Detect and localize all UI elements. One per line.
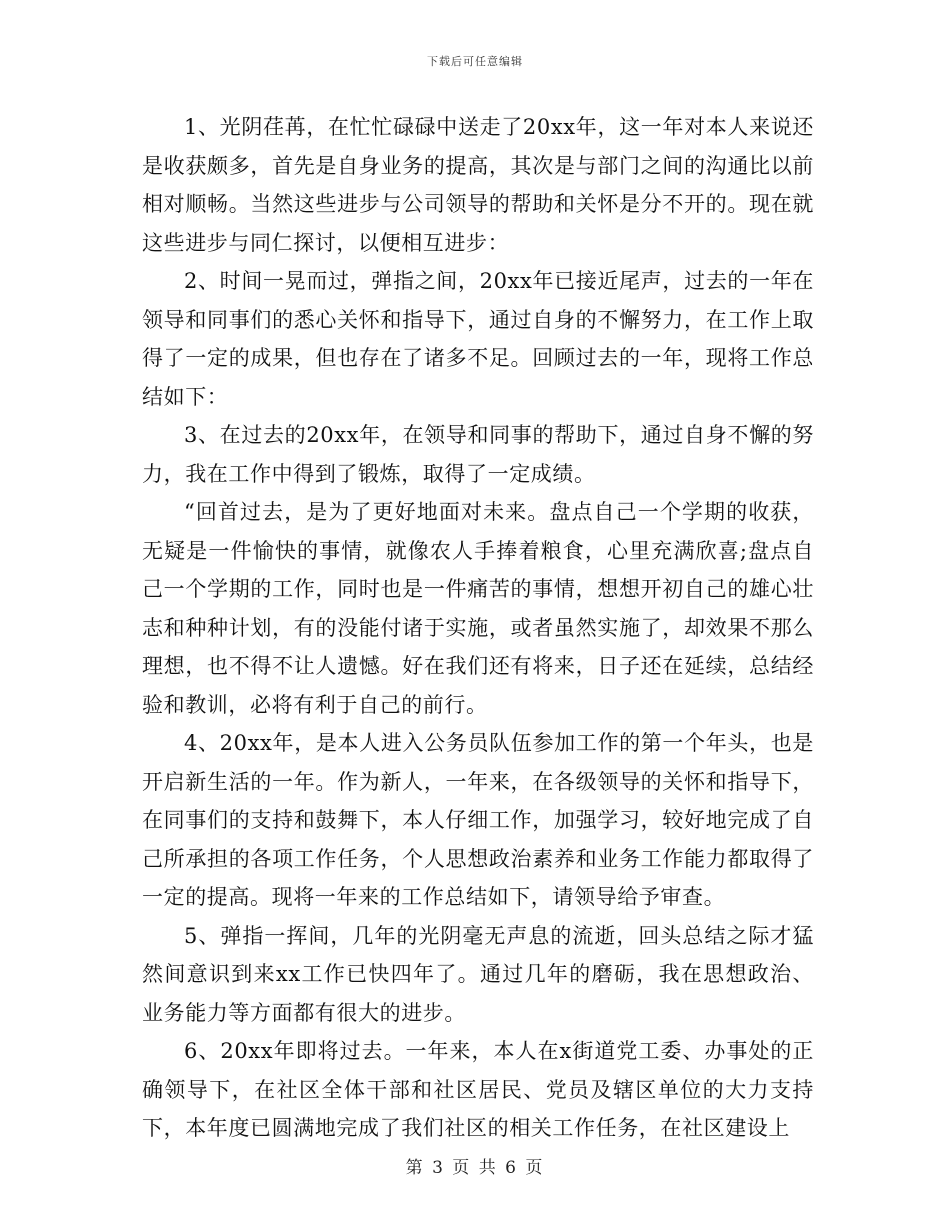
paragraph-quote: “回首过去，是为了更好地面对未来。盘点自己一个学期的收获，无疑是一件愉快的事情，就像农人手捧着粮食，心里充满欣喜;盘点自己一个学期的工作，同时也是一件痛苦的事情，想想开初自己的雄心壮志和种种计划，有的没能付诸于实施，或者虽然实施了，却效果不那么理想，也不得不让人遗憾。好在我们还有将来，日子还在延续，总结经验和教训，必将有利于自己的前行。 bbox=[142, 500, 814, 717]
page-header: 下载后可任意编辑 bbox=[427, 55, 523, 68]
paragraph-3: 3、在过去的20xx年，在领导和同事的帮助下，通过自身不懈的努力，我在工作中得到了锻炼，取得了一定成绩。 bbox=[142, 423, 814, 486]
paragraph-5: 5、弹指一挥间，几年的光阴毫无声息的流逝，回头总结之际才猛然间意识到来xx工作已快四年了。通过几年的磨砺，我在思想政治、业务能力等方面都有很大的进步。 bbox=[142, 923, 814, 1025]
page-number: 第 3 页 共 6 页 bbox=[405, 1158, 545, 1178]
paragraph-1: 1、光阴荏苒，在忙忙碌碌中送走了20xx年，这一年对本人来说还是收获颇多，首先是自身业务的提高，其次是与部门之间的沟通比以前相对顺畅。当然这些进步与公司领导的帮助和关怀是分不开的。现在就这些进步与同仁探讨，以便相互进步： bbox=[142, 115, 814, 255]
paragraph-4: 4、20xx年，是本人进入公务员队伍参加工作的第一个年头，也是开启新生活的一年。作为新人，一年来，在各级领导的关怀和指导下，在同事们的支持和鼓舞下，本人仔细工作，加强学习，较好地完成了自己所承担的各项工作任务，个人思想政治素养和业务工作能力都取得了一定的提高。现将一年来的工作总结如下，请领导给予审查。 bbox=[142, 731, 814, 909]
paragraph-6: 6、20xx年即将过去。一年来，本人在x街道党工委、办事处的正确领导下，在社区全体干部和社区居民、党员及辖区单位的大力支持下，本年度已圆满地完成了我们社区的相关工作任务，在社区建设上 bbox=[142, 1039, 814, 1140]
document-body bbox=[142, 108, 814, 1148]
paragraph-2: 2、时间一晃而过，弹指之间，20xx年已接近尾声，过去的一年在领导和同事们的悉心关怀和指导下，通过自身的不懈努力，在工作上取得了一定的成果，但也存在了诸多不足。回顾过去的一年，现将工作总结如下： bbox=[142, 269, 814, 409]
